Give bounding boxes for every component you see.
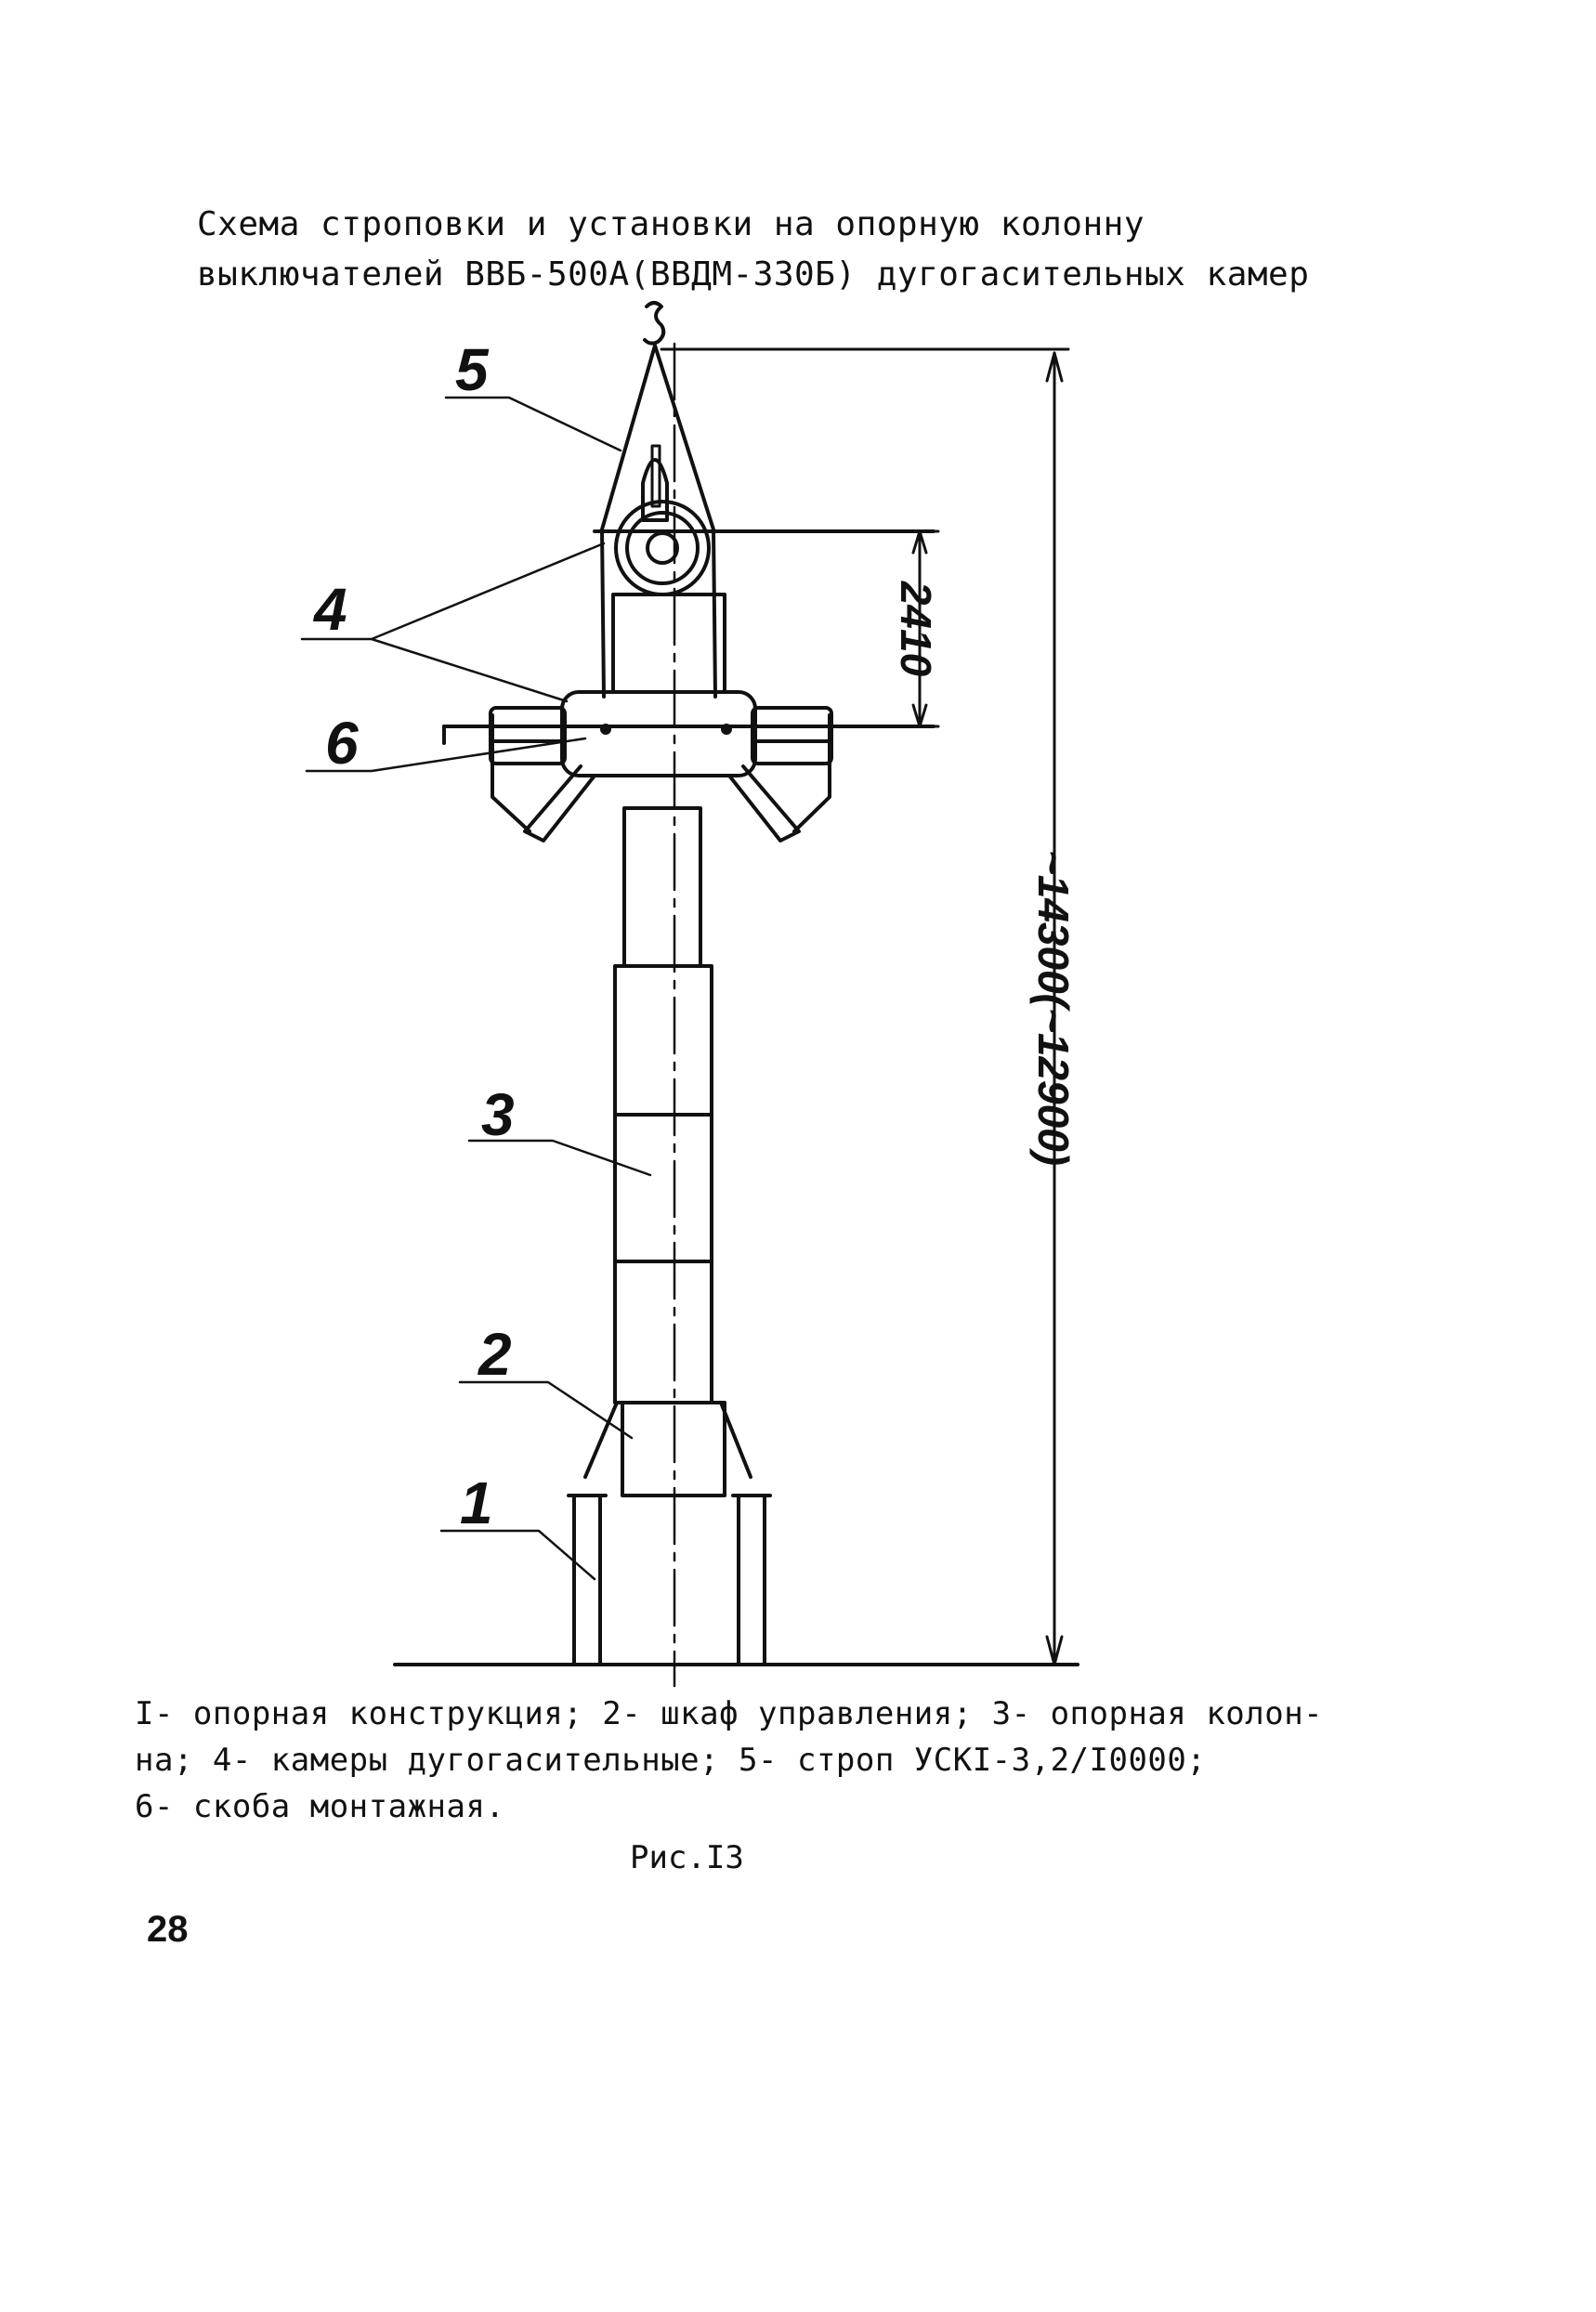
- callout-5: 5: [455, 336, 489, 403]
- mounting-bracket: [444, 692, 934, 841]
- dimension-total-height: [661, 349, 1068, 1665]
- dimension-2410-label: 2410: [892, 581, 940, 677]
- support-structure: [569, 1496, 770, 1665]
- control-cabinet: [585, 1403, 751, 1496]
- leader-lines: [302, 398, 650, 1579]
- callout-4: 4: [314, 576, 347, 643]
- callout-6: 6: [325, 710, 359, 777]
- page-number: 28: [147, 1909, 189, 1950]
- title-line-2: выключателей ВВБ-500А(ВВДМ-330Б) дугогасительных камер: [197, 255, 1310, 294]
- title-line-1: Схема строповки и установки на опорную колонну: [197, 205, 1145, 243]
- support-column: [615, 808, 712, 1403]
- crane-hook-icon: [645, 303, 663, 344]
- figure-number: Рис.I3: [630, 1839, 744, 1876]
- callout-2: 2: [478, 1321, 512, 1388]
- dimension-total-label: ~14300(~12900): [1029, 849, 1078, 1167]
- legend-line-3: 6- скоба монтажная.: [135, 1788, 505, 1825]
- callout-3: 3: [481, 1081, 515, 1148]
- legend-line-2: на; 4- камеры дугогасительные; 5- строп УСКI-3,2/I0000;: [135, 1742, 1207, 1779]
- figure-legend: [135, 1691, 1482, 1830]
- legend-line-1: I- опорная конструкция; 2- шкаф управления; 3- опорная колон-: [135, 1695, 1324, 1732]
- callout-1: 1: [460, 1469, 493, 1536]
